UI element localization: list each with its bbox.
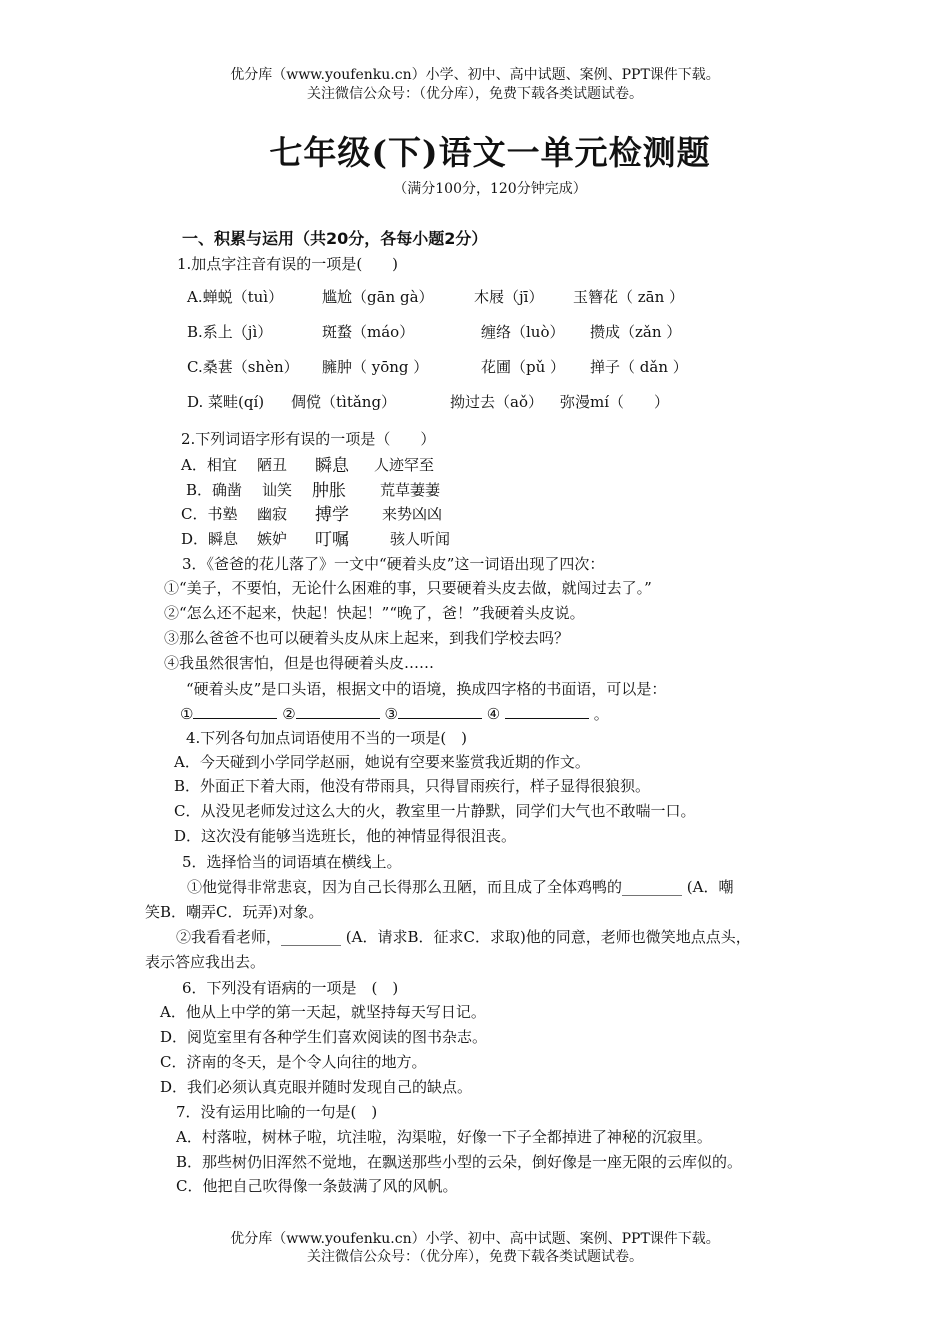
- q5-sentence-1-cont: 笑B．嘲弄C．玩弄)对象。: [145, 903, 324, 921]
- q7-stem: 7．没有运用比喻的一句是( ): [176, 1103, 378, 1121]
- q3-answer-blanks: ① ② ③ ④ 。: [180, 705, 609, 723]
- q2-stem: 2.下列词语字形有误的一项是（ ）: [181, 430, 436, 448]
- q1-stem: 1.加点字注音有误的一项是( ): [177, 255, 399, 273]
- q4-option-b: B．外面正下着大雨，他没有带雨具，只得冒雨疾行，样子显得很狼狈。: [174, 777, 651, 795]
- q3-sentence-1: ①“美子，不要怕，无论什么困难的事，只要硬着头皮去做，就闯过去了。”: [164, 579, 652, 597]
- header-line-2: 关注微信公众号：（优分库），免费下载各类试题试卷。: [307, 86, 643, 102]
- q3-sentence-4: ④我虽然很害怕，但是也得硬着头皮……: [164, 654, 435, 672]
- q3-blank-4[interactable]: [505, 704, 589, 719]
- q5-sentence-2-cont: 表示答应我出去。: [145, 953, 266, 971]
- header-line-1: 优分库（www.youfenku.cn）小学、初中、高中试题、案例、PPT课件下载。: [230, 67, 720, 83]
- q5-sentence-2: ②我看看老师，________ (A．请求B．征求C．求取)他的同意，老师也微笑地点点头，: [176, 928, 751, 946]
- page-subtitle: （满分100分，120分钟完成）: [393, 181, 587, 197]
- q5-sentence-1: ①他觉得非常悲哀，因为自己长得那么丑陋，而且成了全体鸡鸭的________ (A．嘲: [187, 878, 734, 896]
- page-title: 七年级(下)语文一单元检测题: [269, 133, 711, 172]
- q6-stem: 6．下列没有语病的一项是 ( ): [182, 979, 399, 997]
- q7-option-b: B．那些树仍旧浑然不觉地，在飘送那些小型的云朵，倒好像是一座无限的云库似的。: [176, 1153, 743, 1171]
- q6-option-d: D．我们必须认真克眼并随时发现自己的缺点。: [160, 1078, 473, 1096]
- q3-blank-1[interactable]: [193, 704, 277, 719]
- q3-stem: 3．《爸爸的花儿落了》一文中“硬着头皮”这一词语出现了四次：: [182, 555, 605, 573]
- q7-option-c: C．他把自己吹得像一条鼓满了风的风帆。: [176, 1177, 458, 1195]
- footer-line-1: 优分库（www.youfenku.cn）小学、初中、高中试题、案例、PPT课件下载。: [230, 1231, 720, 1247]
- q3-sentence-2: ②“怎么还不起来，快起！快起！”“晚了，爸！”我硬着头皮说。: [164, 604, 585, 622]
- q6-option-b: D．阅览室里有各种学生们喜欢阅读的图书杂志。: [160, 1028, 488, 1046]
- q7-option-a: A．村落啦，树林子啦，坑洼啦，沟渠啦，好像一下子全都掉进了神秘的沉寂里。: [176, 1128, 712, 1146]
- q5-stem: 5．选择恰当的词语填在横线上。: [182, 853, 402, 871]
- footer-line-2: 关注微信公众号：（优分库），免费下载各类试题试卷。: [307, 1249, 643, 1265]
- q3-sentence-3: ③那么爸爸不也可以硬着头皮从床上起来，到我们学校去吗？: [164, 629, 570, 647]
- q3-prompt: “硬着头皮”是口头语，根据文中的语境，换成四字格的书面语，可以是：: [186, 680, 667, 698]
- q4-option-c: C．从没见老师发过这么大的火，教室里一片静默，同学们大气也不敢喘一口。: [174, 802, 696, 820]
- q3-blank-2[interactable]: [296, 704, 380, 719]
- q4-option-a: A．今天碰到小学同学赵丽，她说有空要来鉴赏我近期的作文。: [174, 753, 590, 771]
- q4-stem: 4.下列各句加点词语使用不当的一项是( ): [186, 729, 468, 747]
- q6-option-c: C．济南的冬天，是个令人向往的地方。: [160, 1053, 427, 1071]
- q6-option-a: A．他从上中学的第一天起，就坚持每天写日记。: [160, 1003, 486, 1021]
- q4-option-d: D．这次没有能够当选班长，他的神情显得很沮丧。: [174, 827, 517, 845]
- section-heading: 一、积累与运用（共20分，各每小题2分）: [182, 229, 488, 248]
- q3-blank-3[interactable]: [398, 704, 482, 719]
